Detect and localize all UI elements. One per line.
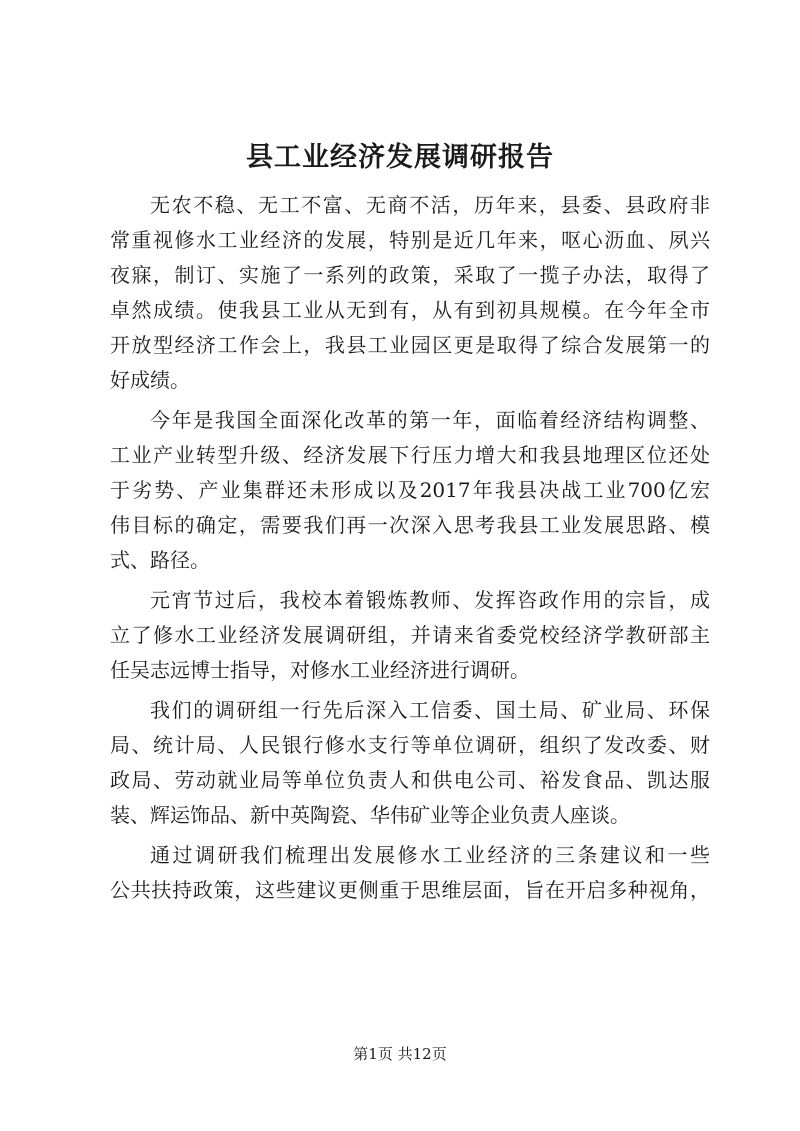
- text-line: 常重视修水工业经济的发展，特别是近几年来，呕心沥血、夙兴: [110, 228, 710, 252]
- text-line: 卓然成绩。使我县工业从无到有，从有到初具规模。在今年全市: [110, 298, 710, 322]
- paragraph-2: [110, 403, 710, 578]
- text-line: 通过调研我们梳理出发展修水工业经济的三条建议和一些: [150, 843, 710, 867]
- text-line: 装、辉运饰品、新中英陶瓷、华伟矿业等企业负责人座谈。: [110, 803, 630, 827]
- text-line: 工业产业转型升级、经济发展下行压力增大和我县地理区位还处: [110, 443, 710, 467]
- text-line: 式、路径。: [110, 548, 210, 572]
- paragraph-3: [110, 583, 710, 688]
- text-line: 夜寐，制订、实施了一系列的政策，采取了一揽子办法，取得了: [110, 263, 710, 287]
- text-line: 任吴志远博士指导，对修水工业经济进行调研。: [110, 658, 530, 682]
- text-line: 伟目标的确定，需要我们再一次深入思考我县工业发展思路、模: [110, 513, 710, 537]
- text-line: 元宵节过后，我校本着锻炼教师、发挥咨政作用的宗旨，成: [150, 588, 710, 612]
- text-line: 开放型经济工作会上，我县工业园区更是取得了综合发展第一的: [110, 333, 710, 357]
- page-title: 县工业经济发展调研报告: [246, 142, 554, 173]
- text-line: 我们的调研组一行先后深入工信委、国土局、矿业局、环保: [150, 698, 710, 722]
- page-footer: 第1页 共12页: [353, 1045, 447, 1063]
- text-line: 好成绩。: [110, 368, 190, 392]
- paragraph-4: [110, 693, 710, 833]
- text-line: 于劣势、产业集群还未形成以及2017年我县决战工业700亿宏: [110, 478, 710, 502]
- text-line: 无农不稳、无工不富、无商不活，历年来，县委、县政府非: [150, 193, 710, 217]
- document-body: [110, 188, 710, 913]
- text-line: 政局、劳动就业局等单位负责人和供电公司、裕发食品、凯达服: [110, 768, 710, 792]
- text-line: 局、统计局、人民银行修水支行等单位调研，组织了发改委、财: [110, 733, 710, 757]
- text-line: 立了修水工业经济发展调研组，并请来省委党校经济学教研部主: [110, 623, 710, 647]
- paragraph-5: [110, 838, 710, 908]
- paragraph-1: [110, 188, 710, 398]
- text-line: 今年是我国全面深化改革的第一年，面临着经济结构调整、: [150, 408, 710, 432]
- text-line: 公共扶持政策，这些建议更侧重于思维层面，旨在开启多种视角，: [110, 878, 710, 902]
